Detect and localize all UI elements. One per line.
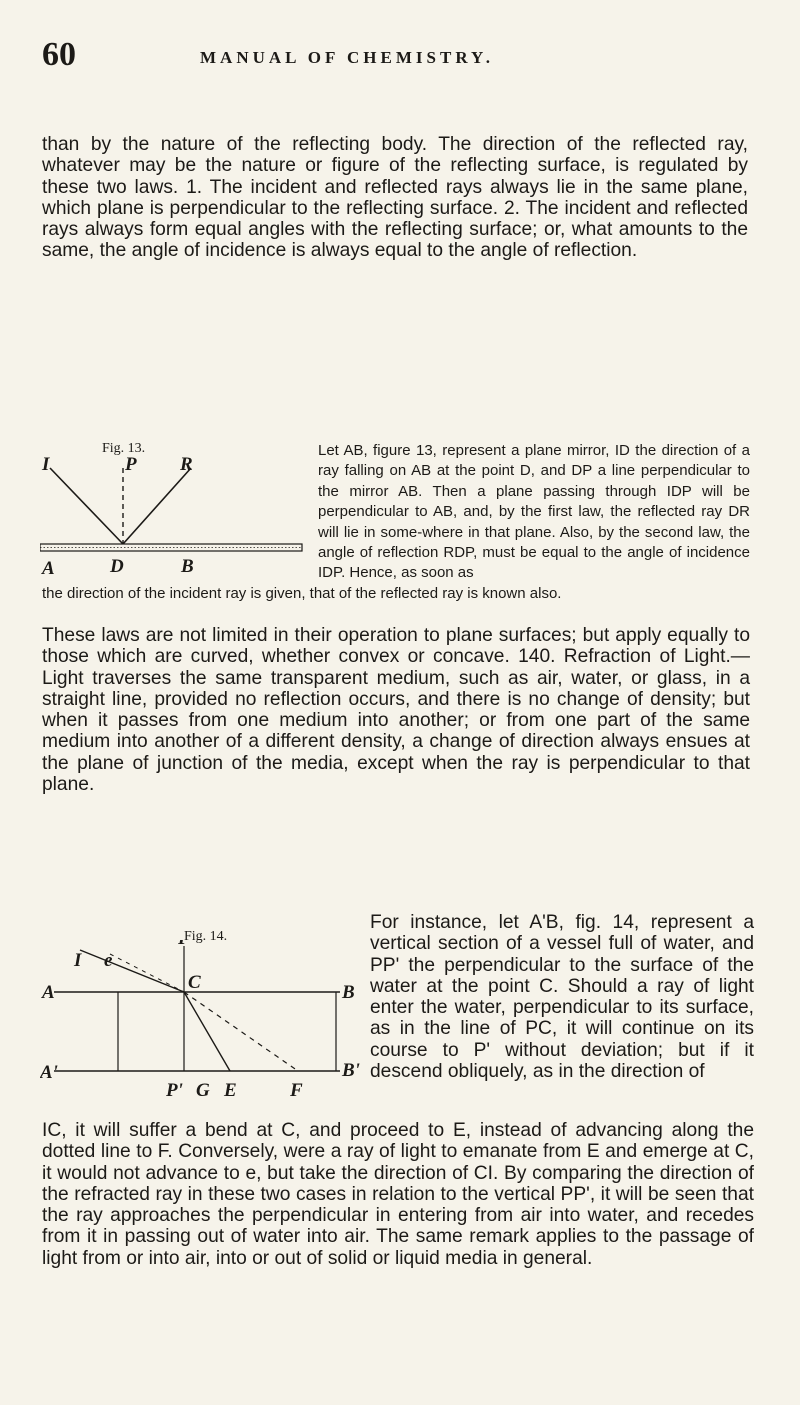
label-a: A — [42, 558, 55, 579]
dotted-line-cf — [184, 992, 298, 1071]
label-g: G — [196, 1080, 210, 1101]
running-title: MANUAL OF CHEMISTRY. — [200, 48, 494, 67]
label-i: I — [42, 456, 50, 475]
incident-ray-ic — [80, 950, 184, 992]
label-a-prime: A' — [40, 1062, 58, 1083]
paragraph-refraction: These laws are not limited in their operation to plane surfaces; but apply equally to those which are curved, whether convex or concave. 140. Refraction of Light.—Light traverses the same transparent medium, such as air, water, or glass, in a straight line, provided no reflection occurs, and there is no change of density; but when it passes from one medium into another; or from one part of the same medium into another of a different density, a change of direction always ensues at the plane of junction of the media, except when the ray is perpendicular to that plane. — [42, 625, 750, 796]
incident-ray-line — [50, 468, 123, 544]
dotted-line-ce-emergent — [110, 954, 184, 992]
label-d: D — [110, 556, 124, 577]
paragraph-refraction-continued: IC, it will suffer a bend at C, and proceed to E, instead of advancing along the dotted line to F. Conversely, were a ray of light to emanate from E and emerge at C, it would not advance to e, but take the direction of CI. By comparing the direction of the refracted ray in these two cases in relation to the vertical PP', it will be seen that the ray approaches the perpendicular in entering from air into water, and recedes from it in passing out of water into air. The same remark applies to the passage of light from or into air, into or out of solid or liquid media in general. — [42, 1120, 754, 1269]
paragraph-reflection-laws: than by the nature of the reflecting body. The direction of the reflected ray, whatever may be the nature or figure of the reflecting surface, is regulated by these two laws. 1. The incident and reflected rays always lie in the same plane, which plane is perpendicular to the reflecting surface. 2. The incident and reflected rays always form equal angles with the reflecting surface; or, what amounts to the same, the angle of incidence is always equal to the angle of reflection. — [42, 134, 748, 262]
label-b: B — [342, 982, 355, 1003]
figure-13-caption: Fig. 13. — [102, 441, 146, 456]
paragraph-figure-13-explanation: Let AB, figure 13, represent a plane mirror, ID the direction of a ray falling on AB at the point D, and DP a line perpendicular to the mirror AB. Then a plane passing through IDP will be perpendicular to AB, and, by the first law, the reflected ray DR will lie in some-where in that plane. Also, by the second law, the angle of reflection RDP, must be equal to the angle of incidence IDP. Hence, as soon as — [318, 442, 750, 582]
label-a: A — [42, 982, 55, 1003]
label-b-prime: B' — [342, 1060, 360, 1081]
label-e-small: e — [104, 950, 113, 971]
refracted-ray-ce — [184, 992, 230, 1071]
label-r: R — [180, 456, 193, 475]
label-f: F — [290, 1080, 303, 1101]
paragraph-figure-14-explanation: For instance, let A'B, fig. 14, represent a vertical section of a vessel full of water, and PP' the perpendicular to the surface of the water at the point C. Should a ray of light enter the water, perpendicular to its surface, as in the line of PC, it will continue on its course to P' without deviation; but if it descend obliquely, as in the direction of — [370, 912, 754, 1083]
label-e: E — [224, 1080, 237, 1101]
label-p — [177, 940, 190, 949]
label-i: I — [74, 950, 82, 971]
figure-14-caption: Fig. 14. — [184, 929, 228, 944]
figure-13-plane-mirror — [40, 456, 306, 584]
reflected-ray-line — [123, 468, 191, 544]
figure-14-refraction-vessel — [40, 940, 360, 1120]
page-number: 60 — [42, 36, 76, 73]
label-b: B — [181, 556, 194, 577]
label-c: C — [188, 972, 201, 993]
label-p: P — [125, 456, 137, 475]
paragraph-figure-13-conclusion: the direction of the incident ray is given, that of the reflected ray is known also. — [42, 585, 562, 602]
label-p-prime: P' — [166, 1080, 183, 1101]
